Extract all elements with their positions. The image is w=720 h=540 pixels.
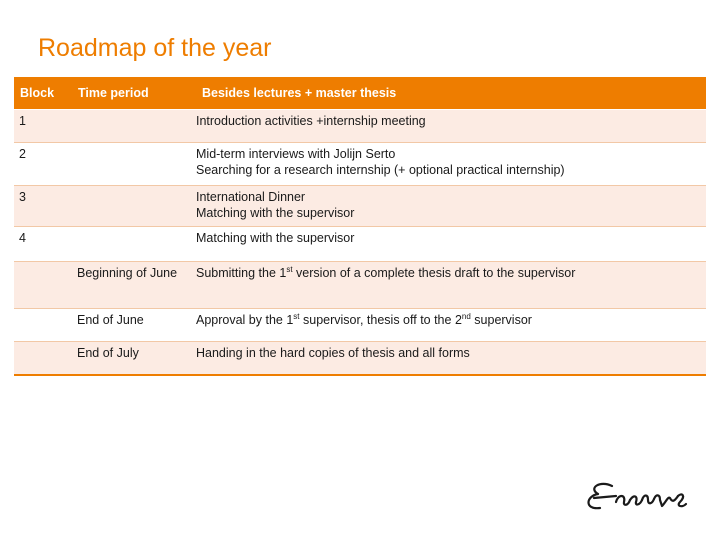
block-cell: 4	[14, 227, 72, 262]
table-row	[14, 262, 706, 309]
activity-cell	[196, 143, 706, 186]
activity-cell	[196, 110, 706, 143]
activity-line: Handing in the hard copies of thesis and all forms	[196, 346, 470, 360]
activity-line: Introduction activities +internship meeting	[196, 114, 426, 128]
table-row	[14, 143, 706, 186]
header-block: Block	[14, 77, 72, 110]
slide-title: Roadmap of the year	[38, 34, 272, 62]
table-row	[14, 110, 706, 143]
header-time-period: Time period	[72, 77, 196, 110]
activity-cell	[196, 309, 706, 342]
block-cell	[14, 309, 72, 342]
block-cell: 3	[14, 186, 72, 227]
header-activities: Besides lectures + master thesis	[196, 77, 706, 110]
activity-cell	[196, 227, 706, 262]
activity-cell	[196, 262, 706, 309]
activity-line: Matching with the supervisor	[196, 206, 355, 220]
period-cell	[72, 110, 196, 143]
block-cell: 1	[14, 110, 72, 143]
block-cell: 2	[14, 143, 72, 186]
block-cell	[14, 262, 72, 309]
erasmus-signature-logo	[582, 472, 692, 522]
period-cell	[72, 143, 196, 186]
period-cell	[72, 227, 196, 262]
table-row	[14, 227, 706, 262]
activity-cell	[196, 342, 706, 376]
activity-text: version of a complete thesis draft to the supervisor	[292, 266, 576, 280]
table-row	[14, 186, 706, 227]
period-cell: Beginning of June	[72, 262, 196, 309]
block-cell	[14, 342, 72, 376]
activity-text: Submitting the 1	[196, 266, 287, 280]
activity-text: supervisor, thesis off to the 2	[299, 313, 462, 327]
activity-line: Searching for a research internship (+ optional practical internship)	[196, 163, 565, 177]
period-cell: End of June	[72, 309, 196, 342]
roadmap-table	[14, 77, 706, 376]
ordinal-suffix: st	[293, 311, 300, 321]
period-cell: End of July	[72, 342, 196, 376]
table-header-row	[14, 77, 706, 110]
table-row	[14, 342, 706, 376]
ordinal-suffix: st	[286, 264, 293, 274]
activity-line: Mid-term interviews with Jolijn Serto	[196, 147, 396, 161]
activity-text: Approval by the 1	[196, 313, 294, 327]
activity-text: supervisor	[470, 313, 532, 327]
table-row	[14, 309, 706, 342]
activity-line: International Dinner	[196, 190, 306, 204]
ordinal-suffix: nd	[461, 311, 471, 321]
activity-cell	[196, 186, 706, 227]
activity-line: Matching with the supervisor	[196, 231, 355, 245]
period-cell	[72, 186, 196, 227]
